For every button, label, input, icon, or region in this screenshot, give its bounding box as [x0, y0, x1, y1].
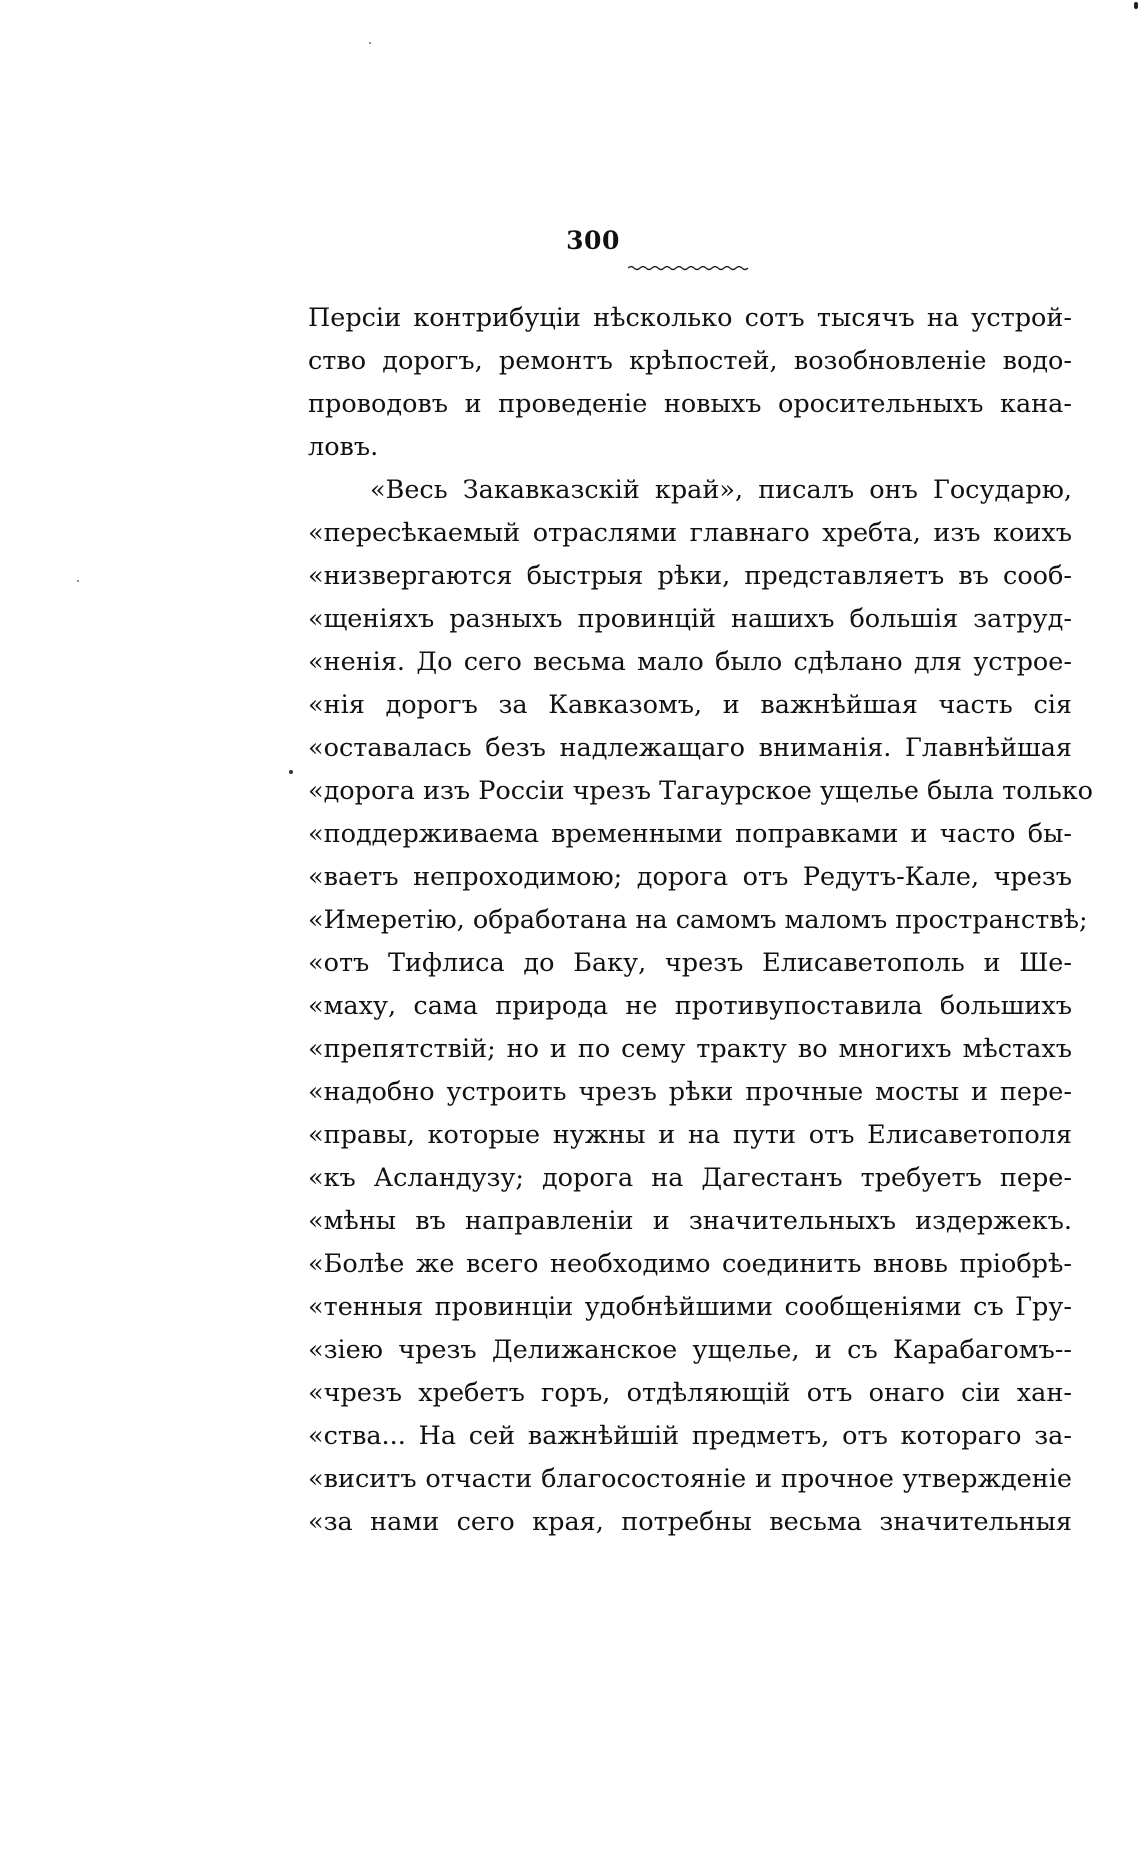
text-line: «отъ Тифлиса до Баку, чрезъ Елисаветополь и Ше-: [308, 948, 1072, 978]
text-line: «за нами сего края, потребны весьма значительныя: [308, 1507, 1072, 1537]
text-line: «дорога изъ Россіи чрезъ Тагаурское ущелье была только: [308, 776, 1094, 806]
text-line: «поддерживаема временными поправками и часто бы-: [308, 819, 1072, 849]
text-line: ство дорогъ, ремонтъ крѣпостей, возобновленіе водо-: [308, 346, 1072, 376]
page-header: [0, 226, 1140, 255]
text-line: «чрезъ хребетъ горъ, отдѣляющій отъ онаго сіи хан-: [308, 1378, 1072, 1408]
body-text: [308, 297, 1094, 1544]
text-line: «зіею чрезъ Делижанское ущелье, и съ Карабагомъ--: [308, 1335, 1072, 1365]
scan-speck: [1134, 2, 1138, 9]
text-line: «ства... На сей важнѣйшій предметъ, отъ котораго за-: [308, 1421, 1072, 1451]
text-line: «Весь Закавказскій край», писалъ онъ Государю,: [370, 475, 1072, 505]
text-line: ловъ.: [308, 432, 379, 462]
text-line: «мѣны въ направленіи и значительныхъ издержекъ.: [308, 1206, 1072, 1236]
text-line: «правы, которые нужны и на пути отъ Елисаветополя: [308, 1120, 1072, 1150]
text-line: «маху, сама природа не противупоставила большихъ: [308, 991, 1072, 1021]
text-line: «оставалась безъ надлежащаго вниманія. Главнѣйшая: [308, 733, 1072, 763]
text-line: Персіи контрибуціи нѣсколько сотъ тысячъ на устрой-: [308, 303, 1072, 333]
text-line: «ваетъ непроходимою; дорога отъ Редутъ-Кале, чрезъ: [308, 862, 1072, 892]
text-line: «препятствій; но и по сему тракту во многихъ мѣстахъ: [308, 1034, 1072, 1064]
text-line: «ненія. До сего весьма мало было сдѣлано для устрое-: [308, 647, 1072, 677]
text-line: «къ Асландузу; дорога на Дагестанъ требуетъ пере-: [308, 1163, 1072, 1193]
scan-speck: [369, 42, 371, 44]
page-number: 300: [566, 226, 620, 255]
text-line: «низвергаются быстрыя рѣки, представляетъ въ сооб-: [308, 561, 1072, 591]
text-line: «надобно устроить чрезъ рѣки прочные мосты и пере-: [308, 1077, 1072, 1107]
text-line: «Имеретію, обработана на самомъ маломъ пространствѣ;: [308, 905, 1088, 935]
text-line: «тенныя провинціи удобнѣйшими сообщеніями съ Гру-: [308, 1292, 1072, 1322]
text-line: «щеніяхъ разныхъ провинцій нашихъ большія затруд-: [308, 604, 1072, 634]
scan-speck: [289, 770, 293, 774]
scan-speck: [77, 580, 79, 582]
text-line: «нія дорогъ за Кавказомъ, и важнѣйшая часть сія: [308, 690, 1072, 720]
text-line: «виситъ отчасти благосостояніе и прочное утвержденіе: [308, 1464, 1072, 1494]
text-line: «Болѣе же всего необходимо соединить вновь пріобрѣ-: [308, 1249, 1072, 1279]
text-line: «пересѣкаемый отраслями главнаго хребта, изъ коихъ: [308, 518, 1072, 548]
ornamental-rule: [628, 265, 750, 271]
text-line: проводовъ и проведеніе новыхъ оросительныхъ кана-: [308, 389, 1072, 419]
